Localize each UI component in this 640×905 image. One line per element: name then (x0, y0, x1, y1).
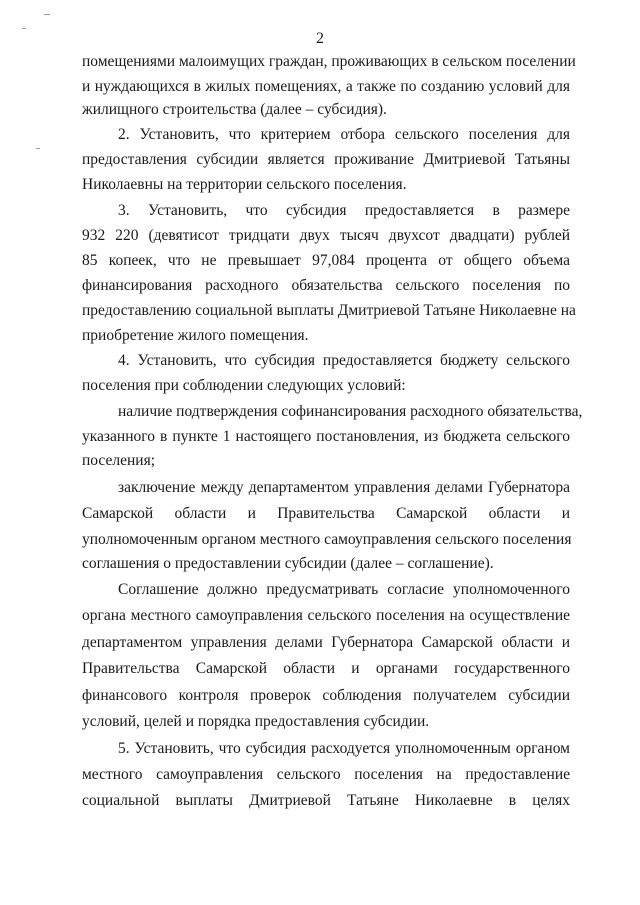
page-number: 2 (316, 30, 324, 47)
text-line: 85 копеек, что не превышает 97,084 процента от общего объема (82, 252, 570, 269)
paragraph-first-line: 2. Установить, что критерием отбора сельского поселения для (118, 126, 570, 143)
scan-mark (36, 148, 40, 149)
text-line: Николаевны на территории сельского поселения. (82, 176, 407, 193)
text-line: приобретение жилого помещения. (82, 327, 309, 344)
text-line: указанного в пункте 1 настоящего постановления, из бюджета сельского (82, 428, 570, 445)
paragraph-first-line: Соглашение должно предусматривать согласие уполномоченного (118, 581, 570, 598)
text-line: поселения при соблюдении следующих условий: (82, 377, 406, 394)
text-line: и нуждающихся в жилых помещениях, а также по созданию условий для (82, 78, 570, 95)
text-line: департаментом управления делами Губернатора Самарской области и (82, 634, 570, 651)
text-line: уполномоченным органом местного самоуправления сельского поселения (82, 531, 572, 548)
paragraph-first-line: 4. Установить, что субсидия предоставляется бюджету сельского (118, 352, 570, 369)
text-line: предоставления субсидии является проживание Дмитриевой Татьяны (82, 151, 570, 168)
text-line: финансового контроля проверок соблюдения получателем субсидии (82, 687, 570, 704)
paragraph-first-line: наличие подтверждения софинансирования расходного обязательства, (118, 403, 583, 420)
text-line: органа местного самоуправления сельского поселения на осуществление (82, 607, 570, 624)
text-line: финансирования расходного обязательства сельского поселения по (82, 277, 570, 294)
paragraph-first-line: 3. Установить, что субсидия предоставляется в размере (118, 202, 570, 219)
paragraph-first-line: 5. Установить, что субсидия расходуется уполномоченным органом (118, 740, 570, 757)
text-line: предоставлению социальной выплаты Дмитриевой Татьяне Николаевне на (82, 302, 576, 319)
text-line: поселения; (82, 452, 156, 469)
text-line: 932 220 (девятисот тридцати двух тысяч двухсот двадцати) рублей (82, 227, 570, 244)
text-line: Правительства Самарской области и органами государственного (82, 660, 570, 677)
text-line: условий, целей и порядка предоставления субсидии. (82, 713, 430, 730)
paragraph-first-line: заключение между департаментом управления делами Губернатора (118, 479, 570, 496)
text-line: местного самоуправления сельского поселения на предоставление (82, 766, 570, 783)
text-line: соглашения о предоставлении субсидии (далее – соглашение). (82, 555, 494, 572)
text-line: жилищного строительства (далее – субсидия). (82, 101, 387, 118)
text-line: помещениями малоимущих граждан, проживающих в сельском поселении (82, 53, 576, 70)
scan-mark (22, 28, 26, 29)
text-line: Самарской области и Правительства Самарской области и (82, 505, 570, 522)
scan-mark (44, 14, 50, 15)
text-line: социальной выплаты Дмитриевой Татьяне Николаевне в целях (82, 792, 570, 809)
